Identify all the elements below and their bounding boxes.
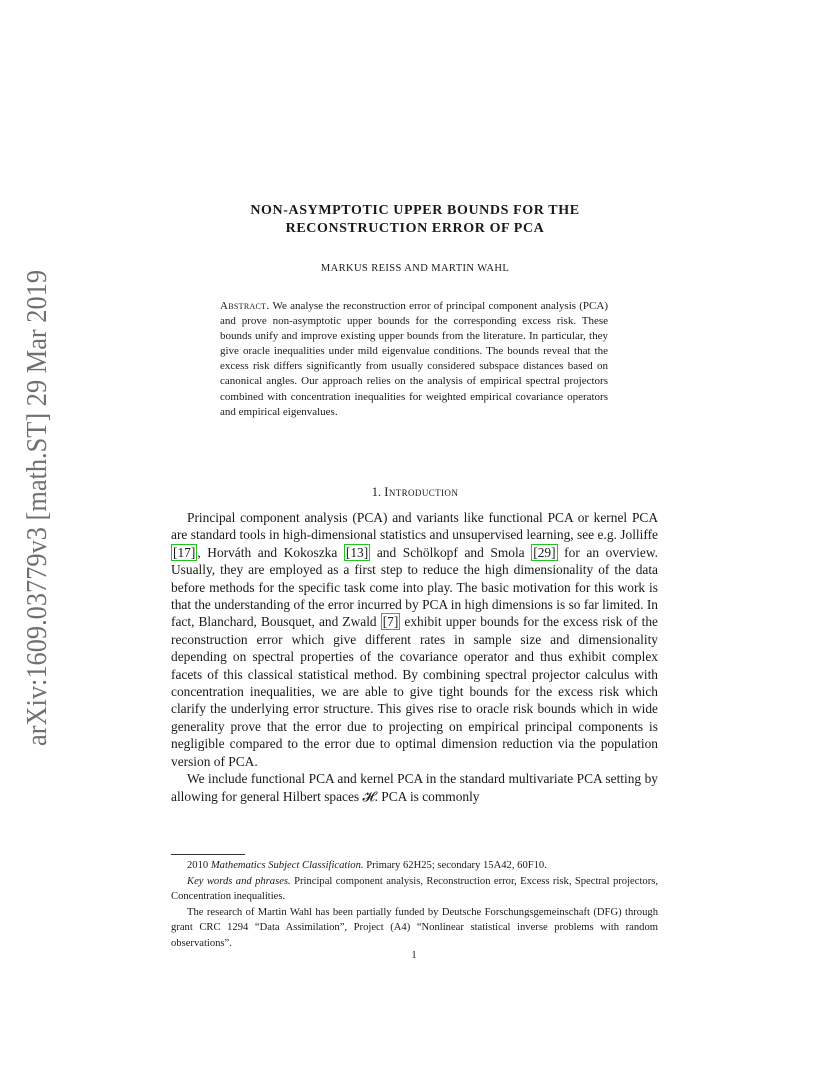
text-run: and Schölkopf and Smola bbox=[370, 544, 532, 560]
text-run: . PCA is commonly bbox=[374, 788, 480, 804]
footnote-msc bbox=[171, 858, 658, 874]
abstract bbox=[220, 299, 608, 420]
abstract-text: We analyse the reconstruction error of principal component analysis (PCA) and prove non-asymptotic upper bounds for the corresponding excess risk. These bounds unify and improve existing upper bounds from the literature. In particular, they give oracle inequalities under mild eigenvalue conditions. The bounds reveal that the excess risk differs significantly from usually considered subspace distances based on canonical angles. Our approach relies on the analysis of empirical spectral projectors combined with concentration inequalities for weighted empirical covariance operators and empirical eigenvalues. bbox=[220, 300, 608, 418]
hilbert-space-symbol: 𝓗 bbox=[362, 788, 375, 804]
text-run: We include functional PCA and kernel PCA in the standard multivariate PCA setting by allowing for general Hilbert spaces bbox=[171, 771, 658, 804]
text-run: Primary 62H25; secondary 15A42, 60F10. bbox=[363, 860, 547, 871]
paper-title bbox=[170, 202, 660, 238]
page-number: 1 bbox=[411, 950, 417, 961]
text-run: for an overview. Usually, they are employed as a first step to reduce the high dimensionality of the data before methods for the specific task come into play. The basic motivation for this work is that the understanding of the error incurred by PCA in high dimensions is so far limited. In fact, Blanchard, Bousquet, and Zwald bbox=[171, 544, 658, 630]
text-run: Principal component analysis, Reconstruction error, Excess risk, Spectral projectors, Concentration inequalities. bbox=[171, 875, 658, 902]
arxiv-identifier-svg bbox=[10, 268, 60, 748]
paragraph-1 bbox=[171, 509, 658, 770]
citation-link-17[interactable]: [17] bbox=[173, 544, 196, 560]
citation-link-29[interactable]: [29] bbox=[533, 544, 556, 560]
text-run: Principal component analysis (PCA) and variants like functional PCA or kernel PCA are standard tools in high-dimensional statistics and unsupervised learning, see e.g. Jolliffe bbox=[171, 510, 658, 543]
footnote-divider bbox=[171, 854, 245, 855]
title-line-2: RECONSTRUCTION ERROR OF PCA bbox=[285, 221, 545, 236]
arxiv-identifier bbox=[10, 268, 60, 748]
keywords-label: Key words and phrases. bbox=[187, 875, 291, 887]
footnote-keywords bbox=[171, 874, 658, 905]
arxiv-identifier-text: arXiv:1609.03779v3 [math.ST] 29 Mar 2019 bbox=[21, 268, 53, 746]
footnote-funding: The research of Martin Wahl has been partially funded by Deutsche Forschungsgemeinschaft (DFG) through grant CRC 1294 “Data Assimilation”, Project (A4) “Nonlinear statistical inverse problems with random observations”. bbox=[171, 906, 658, 949]
msc-label: Mathematics Subject Classification. bbox=[210, 860, 364, 871]
title-line-1: NON-ASYMPTOTIC UPPER BOUNDS FOR THE bbox=[250, 203, 580, 218]
text-run: 2010 bbox=[187, 860, 211, 871]
citation-link-7[interactable]: [7] bbox=[382, 614, 399, 630]
authors: MARKUS REISS AND MARTIN WAHL bbox=[320, 263, 510, 274]
footnotes bbox=[171, 858, 658, 951]
text-run: exhibit upper bounds for the excess risk of the reconstruction error which give different rates in sample size and dimensionality depending on spectral properties of the covariance operator and thus exhibit complex facets of this classical statistical method. By combining spectral projector calculus with concentration inequalities, we are able to give tight bounds for the excess risk which clarify the underlying error structure. This gives rise to oracle risk bounds which in wide generality prove that the error due to projecting on empirical principal components is negligible compared to the error due to optimal dimension reduction via the population version of PCA. bbox=[171, 614, 658, 769]
section-title: Introduction bbox=[384, 485, 459, 499]
section-heading bbox=[170, 485, 660, 500]
abstract-label: Abstract. bbox=[220, 300, 270, 312]
body-text bbox=[171, 509, 658, 805]
text-run: , Horváth and Kokoszka bbox=[197, 544, 344, 560]
citation-link-13[interactable]: [13] bbox=[345, 544, 369, 560]
paragraph-2 bbox=[171, 770, 658, 805]
section-number: 1. bbox=[371, 485, 382, 499]
